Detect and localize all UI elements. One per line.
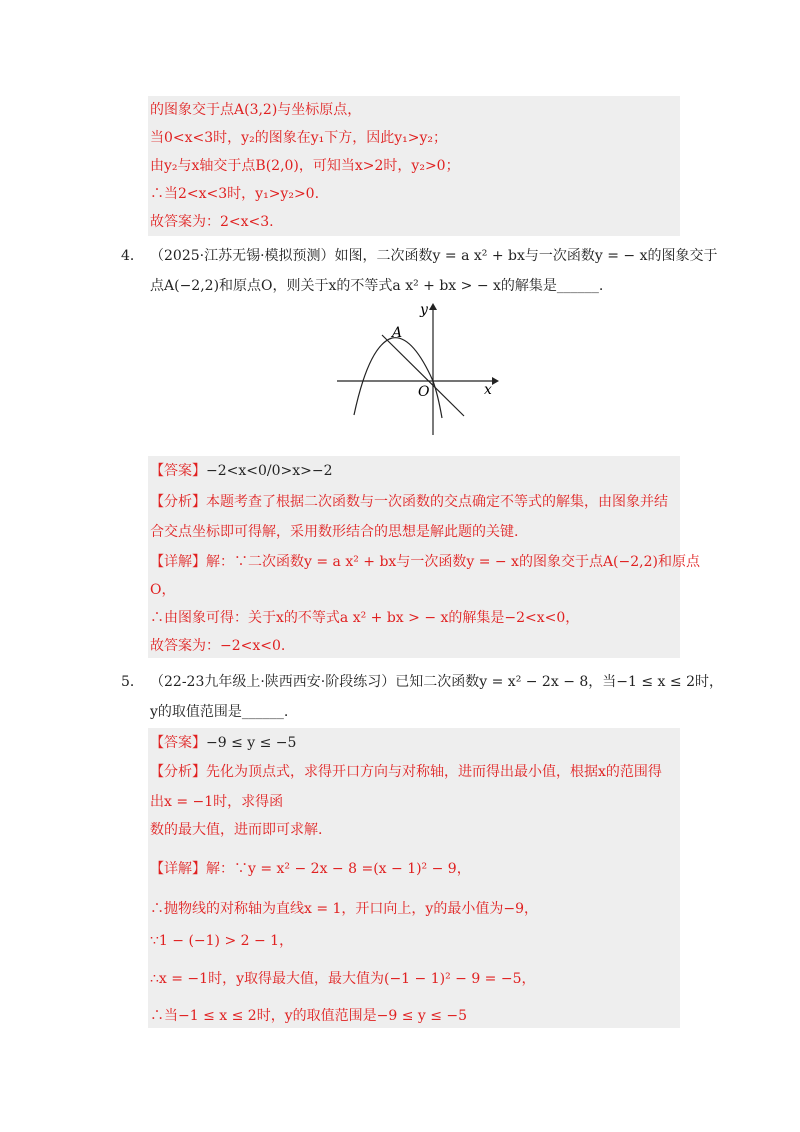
analysis-tag: 【分析】	[150, 764, 206, 780]
detail-tag: 【详解】	[150, 861, 206, 877]
analysis-text: 本题考查了根据二次函数与一次函数的交点确定不等式的解集，由图象并结	[206, 494, 668, 510]
figure-label-x: x	[484, 382, 492, 398]
detail-text: 解：∵y = x² − 2x − 8 =(x − 1)² − 9，	[206, 861, 471, 877]
q3-detail-line-3: 由y₂与x轴交于点B(2,0)，可知当x>2时，y₂>0；	[150, 158, 460, 174]
q4-text-line-1: （2025·江苏无锡·模拟预测）如图，二次函数y = a x² + bx与一次函数y = − x的图象交于	[150, 248, 718, 264]
answer-value: −9 ≤ y ≤ −5	[206, 735, 297, 751]
q5-answer	[150, 733, 296, 753]
q4-analysis-line-1	[150, 492, 668, 512]
q5-detail-line-3: ∵1 − (−1) > 2 − 1，	[150, 933, 294, 949]
analysis-text: 先化为顶点式，求得开口方向与对称轴，进而得出最小值，根据x的范围得	[206, 764, 662, 780]
answer-value: −2<x<0/0>x>−2	[206, 463, 333, 479]
q5-detail-line-1	[150, 859, 471, 879]
answer-tag: 【答案】	[150, 463, 206, 479]
q4-detail-line-2: O，	[150, 582, 176, 598]
answer-tag: 【答案】	[150, 735, 206, 751]
q4-detail-line-1	[150, 552, 700, 572]
q4-text-line-2: 点A(−2,2)和原点O，则关于x的不等式a x² + bx > − x的解集是______.	[150, 278, 604, 294]
q5-number: 5．	[121, 674, 144, 690]
q3-detail-line-4: ∴当2<x<3时，y₁>y₂>0.	[150, 186, 320, 202]
parabola-curve	[354, 338, 442, 418]
q5-analysis-line-1	[150, 762, 662, 782]
q4-detail-line-3: ∴由图象可得：关于x的不等式a x² + bx > − x的解集是−2<x<0，	[150, 610, 580, 626]
line-y-neg-x	[382, 335, 464, 416]
q4-number: 4．	[121, 248, 144, 264]
q5-detail-line-5: ∴当−1 ≤ x ≤ 2时，y的取值范围是−9 ≤ y ≤ −5	[150, 1008, 468, 1024]
figure-label-o: O	[418, 384, 430, 400]
q3-detail-line-5: 故答案为：2<x<3.	[150, 214, 274, 230]
detail-tag: 【详解】	[150, 554, 206, 570]
q5-detail-line-4: ∴x = −1时，y取得最大值，最大值为(−1 − 1)² − 9 = −5，	[150, 971, 536, 987]
q4-detail-line-4: 故答案为：−2<x<0.	[150, 638, 286, 654]
q5-analysis-line-3: 数的最大值，进而即可求解.	[150, 822, 323, 838]
x-axis-arrow	[492, 377, 499, 385]
detail-text: 解：∵二次函数y = a x² + bx与一次函数y = − x的图象交于点A(−2,2)和原点	[206, 554, 700, 570]
analysis-tag: 【分析】	[150, 494, 206, 510]
figure-label-a: A	[392, 325, 403, 341]
q5-analysis-line-2: 出x = −1时，求得函	[150, 794, 284, 810]
q5-text-line-2: y的取值范围是______.	[150, 704, 289, 720]
q3-detail-line-2: 当0<x<3时，y₂的图象在y₁下方，因此y₁>y₂；	[150, 130, 447, 146]
q4-figure	[332, 300, 502, 440]
q3-detail-line-1: 的图象交于点A(3,2)与坐标原点，	[150, 102, 362, 118]
q4-analysis-line-2: 合交点坐标即可得解，采用数形结合的思想是解此题的关键.	[150, 524, 519, 540]
y-axis-arrow	[429, 303, 437, 310]
figure-label-y: y	[420, 302, 428, 318]
q4-answer	[150, 461, 333, 481]
q5-text-line-1: （22-23九年级上·陕西西安·阶段练习）已知二次函数y = x² − 2x − 8，当−1 ≤ x ≤ 2时，	[150, 674, 723, 690]
q5-detail-line-2: ∴抛物线的对称轴为直线x = 1，开口向上，y的最小值为−9，	[150, 901, 538, 917]
